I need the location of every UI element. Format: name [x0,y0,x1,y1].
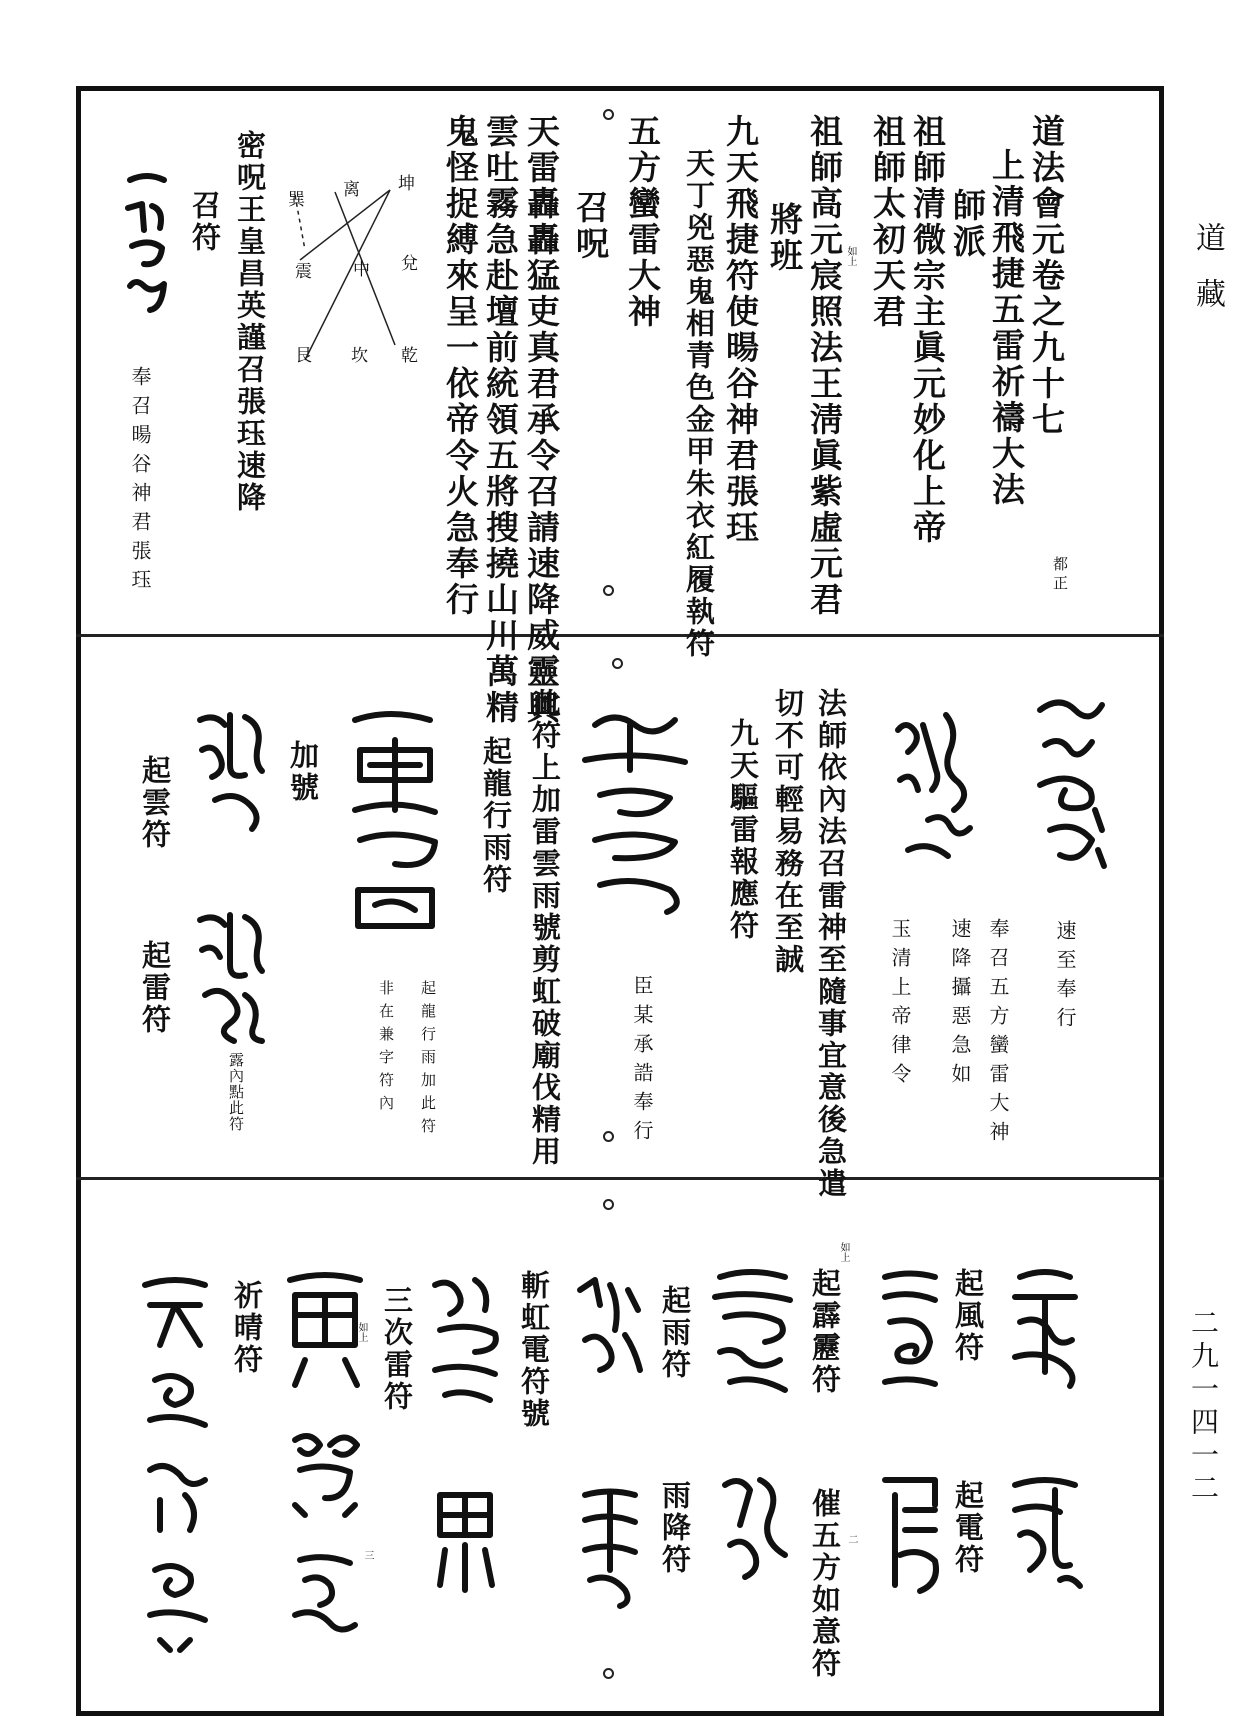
text-column: 天丁兇惡鬼相青色金甲朱衣紅履執符 [682,148,716,660]
talisman-title: 雨降符 [658,1480,692,1576]
talisman-title: 加號 [286,740,320,804]
talisman-title: 起雨符 [658,1285,692,1381]
talisman-note: 非在兼字符內 [377,980,395,1118]
talisman-note: 露內點此符 [227,1052,245,1132]
talisman-caption: 奉召暘谷神君張珏 [128,366,152,598]
bagua-trigram: 震 [291,262,311,279]
method-title: 上清飛捷五雷祈禱大法 [987,148,1026,508]
talisman-title: 三次雷符 [380,1285,414,1413]
talisman-title: 起風符 [951,1268,985,1364]
chapter-title: 道法會元卷之九十七 [1027,114,1066,438]
text-column: 祖師清微宗主眞元妙化上帝 [908,114,947,546]
clear-weather-talisman [130,1270,220,1660]
small-mark: 如上 [356,1322,367,1342]
text-column: 此符上加雷雲雨號剪虹破廟伐精用 [528,688,562,1168]
bagua-trigram: 艮 [291,346,311,363]
talisman-title: 起電符 [951,1480,985,1576]
talisman [710,1465,800,1585]
text-column: 九天飛捷符使暘谷神君張珏 [721,114,760,546]
bagua-trigram: 乾 [397,346,417,363]
section-heading: 師派 [948,188,987,260]
section-heading: 將班 [765,202,804,274]
punch-hole [603,1668,614,1679]
wind-talisman [1000,1262,1090,1392]
small-mark: 如上 [838,1242,849,1262]
talisman-title: 斬虹電符號 [517,1270,551,1430]
rain-falling-talisman [570,1480,650,1610]
text-column: 雲吐霧急赴壇前統領五將搜撓山川萬精 [481,114,520,726]
page-number: 二九一四一二 [1187,1308,1220,1506]
talisman-caption: 速降攝惡急如 [948,918,972,1092]
thunderbolt-talisman [705,1262,805,1402]
talisman-title: 祈晴符 [230,1280,264,1376]
punch-hole [603,1199,614,1210]
section-heading: 召符 [188,190,222,254]
talisman-title: 催五方如意符 [808,1488,842,1680]
thunder-talisman [190,905,270,1045]
talisman-caption: 速至奉行 [1053,920,1077,1036]
text-column: 天雷轟轟猛吏真君承令召請速降威靈興 [522,114,561,726]
talisman-title: 起龍行雨符 [479,736,513,896]
talisman [870,1465,950,1605]
triple-thunder-talisman [275,1545,375,1645]
small-mark: 都正 [1051,556,1069,594]
bagua-trigram: 离 [339,180,359,197]
talisman [1030,690,1110,880]
talisman [420,1480,510,1600]
text-column: 鬼怪捉縛來呈一依帝令火急奉行 [441,114,480,618]
small-mark: 三 [362,1550,373,1560]
bagua-trigram: 中 [349,260,369,277]
section-divider-top [76,634,1164,637]
talisman-caption: 玉清上帝律令 [888,918,912,1092]
talisman-caption: 奉召五方蠻雷大神 [986,918,1010,1150]
text-column: 法師依內法召雷神至隨事宜意後急遣 [814,688,848,1200]
punch-hole [612,658,623,669]
talisman-note: 起龍行雨加此符 [419,980,437,1141]
small-mark: 二 [846,1534,857,1544]
section-divider-bottom [76,1177,1164,1180]
punch-hole [603,1131,614,1142]
bagua-trigram: 巽 [284,190,304,207]
rain-talisman [570,1270,650,1380]
text-column: 祖師太初天君 [868,114,907,330]
talisman-caption: 臣某承誥奉行 [630,975,654,1149]
section-heading: 召呪 [571,190,610,262]
text-column: 切不可輕易務在至誠 [771,688,805,976]
talisman-title: 起雷符 [138,940,172,1036]
punch-hole [603,585,614,596]
talisman [870,1262,950,1402]
lightning-talisman [1000,1470,1090,1600]
cloud-talisman [190,705,270,835]
punch-hole [603,109,614,120]
margin-title: 道藏 [1190,222,1225,334]
text-column: 五方蠻雷大神 [623,114,662,330]
talisman [888,700,978,870]
summon-talisman [122,168,172,318]
small-mark: 如上 [845,246,856,266]
talisman-title: 起霹靂符 [808,1268,842,1396]
rainbow-talisman [420,1270,510,1410]
talisman [340,700,450,940]
text-column: 密呪王皇昌英謹召張珏速降 [233,130,267,514]
bagua-trigram: 坎 [347,346,367,363]
talisman [575,700,695,920]
bagua-trigram: 兌 [397,254,417,271]
triple-thunder-talisman [275,1420,375,1520]
text-column: 祖師高元宸照法王淸眞紫虛元君 [805,114,844,618]
talisman-title: 起雲符 [138,755,172,851]
talisman-title: 九天驅雷報應符 [726,718,760,942]
bagua-trigram: 坤 [394,174,414,191]
